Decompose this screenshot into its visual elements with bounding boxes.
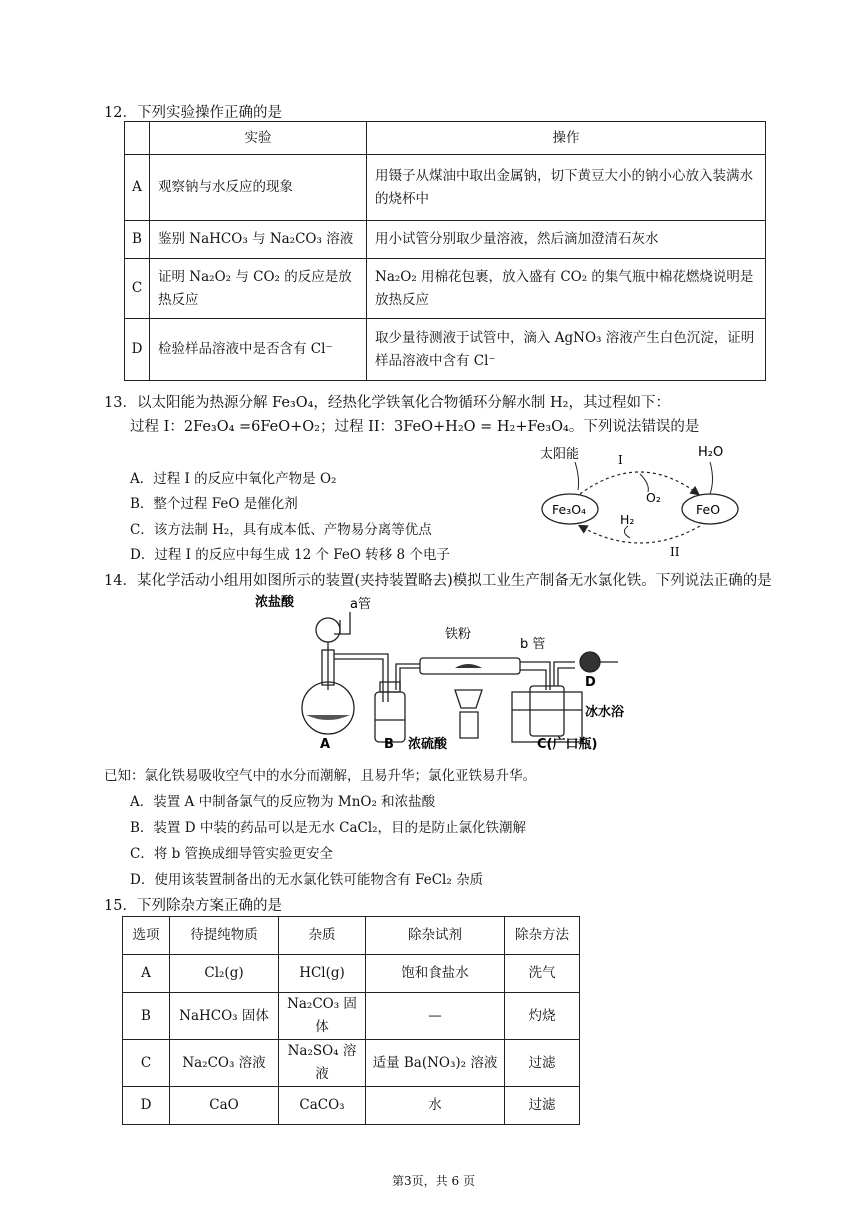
table-cell: 饱和食盐水 (366, 955, 505, 993)
label-c: C(广口瓶) (537, 737, 598, 752)
sun-label: 太阳能 (540, 447, 580, 462)
h2-label: H₂ (620, 512, 635, 527)
table-cell: — (366, 993, 505, 1040)
drying-tube-d (580, 652, 600, 672)
table-cell: A (123, 955, 170, 993)
table-cell: Na₂CO₃ 固体 (279, 993, 366, 1040)
q13-cycle-diagram (520, 440, 770, 560)
table-row (123, 993, 580, 1040)
table-row (123, 955, 580, 993)
table-cell: 过滤 (505, 1087, 580, 1125)
table-header-cell: 除杂方法 (505, 917, 580, 955)
water-arrow (710, 462, 713, 494)
q15-table (122, 916, 580, 1125)
row-label: A (125, 155, 150, 221)
q15-title: 15．下列除杂方案正确的是 (104, 898, 282, 914)
table-cell: 适量 Ba(NO₃)₂ 溶液 (366, 1040, 505, 1087)
table-row (125, 221, 766, 259)
q12-table (124, 121, 766, 381)
sun-arrow (575, 462, 579, 490)
q14-option-a: A．装置 A 中制备氯气的反应物为 MnO₂ 和浓盐酸 (130, 794, 436, 810)
experiment-cell: 证明 Na₂O₂ 与 CO₂ 的反应是放热反应 (150, 259, 367, 319)
label-d: D (585, 675, 596, 690)
q14-apparatus-diagram (250, 590, 630, 755)
q13-option-b: B．整个过程 FeO 是催化剂 (130, 496, 298, 512)
table-row (125, 155, 766, 221)
q13-option-a: A．过程 I 的反应中氧化产物是 O₂ (130, 471, 337, 487)
table-cell: 洗气 (505, 955, 580, 993)
table-header-cell: 除杂试剂 (366, 917, 505, 955)
acid-label: 浓盐酸 (255, 595, 295, 610)
table-cell: CaCO₃ (279, 1087, 366, 1125)
table-cell: 过滤 (505, 1040, 580, 1087)
table-header-cell: 杂质 (279, 917, 366, 955)
q13-process: 过程 I：2Fe₃O₄ =6FeO+O₂；过程 II：3FeO+H₂O = H₂+Fe₃O₄。下列说法错误的是 (130, 419, 700, 435)
table-cell: 水 (366, 1087, 505, 1125)
step-1-label: I (618, 453, 623, 467)
operation-cell: 取少量待测液于试管中，滴入 AgNO₃ 溶液产生白色沉淀，证明样品溶液中含有 Cl⁻ (367, 319, 766, 381)
experiment-cell: 观察钠与水反应的现象 (150, 155, 367, 221)
table-header-cell: 待提纯物质 (170, 917, 279, 955)
table-row (125, 259, 766, 319)
table-row (125, 319, 766, 381)
water-label: H₂O (698, 445, 724, 460)
table-header-cell (125, 122, 150, 155)
experiment-cell: 检验样品溶液中是否含有 Cl⁻ (150, 319, 367, 381)
ice-label: 冰水浴 (585, 705, 625, 720)
table-header-cell: 操作 (367, 122, 766, 155)
fe3o4-label: Fe₃O₄ (552, 502, 587, 517)
iron-label: 铁粉 (445, 627, 472, 642)
table-cell: NaHCO₃ 固体 (170, 993, 279, 1040)
a-tube-label: a管 (350, 597, 371, 612)
pipe-a-b (334, 654, 388, 702)
row-label: C (125, 259, 150, 319)
q14-option-b: B．装置 D 中装的药品可以是无水 CaCl₂，目的是防止氯化铁潮解 (130, 820, 527, 836)
experiment-cell: 鉴别 NaHCO₃ 与 Na₂CO₃ 溶液 (150, 221, 367, 259)
h2so4-label: 浓硫酸 (408, 737, 448, 752)
table-cell: Cl₂(g) (170, 955, 279, 993)
q14-option-d: D．使用该装置制备出的无水氯化铁可能物含有 FeCl₂ 杂质 (130, 872, 484, 888)
q13-option-c: C．该方法制 H₂，具有成本低、产物易分离等优点 (130, 522, 432, 538)
ice-bath (512, 692, 582, 742)
q13-option-d: D．过程 I 的反应中每生成 12 个 FeO 转移 8 个电子 (130, 547, 450, 563)
process-2-arrow (580, 526, 700, 543)
o2-label: O₂ (646, 490, 661, 505)
bottle-c (530, 686, 564, 736)
row-label: B (125, 221, 150, 259)
operation-cell: Na₂O₂ 用棉花包裹，放入盛有 CO₂ 的集气瓶中棉花燃烧说明是放热反应 (367, 259, 766, 319)
h2-arrow (624, 526, 630, 538)
table-cell: 灼烧 (505, 993, 580, 1040)
table-header-cell: 选项 (123, 917, 170, 955)
q13-title: 13．以太阳能为热源分解 Fe₃O₄，经热化学铁氧化合物循环分解水制 H₂，其过程如下： (104, 395, 670, 411)
table-header-cell: 实验 (150, 122, 367, 155)
step-2-label: II (670, 545, 680, 559)
table-header-row (123, 917, 580, 955)
dropping-funnel (316, 618, 340, 642)
feo-label: FeO (696, 502, 721, 517)
table-cell: D (123, 1087, 170, 1125)
table-header-row (125, 122, 766, 155)
bottle-b (375, 692, 405, 742)
operation-cell: 用镊子从煤油中取出金属钠，切下黄豆大小的钠小心放入装满水的烧杯中 (367, 155, 766, 221)
process-1-arrow (580, 472, 698, 494)
label-b: B (384, 737, 394, 752)
table-cell: C (123, 1040, 170, 1087)
burner (455, 690, 482, 738)
label-a: A (320, 737, 331, 752)
table-cell: B (123, 993, 170, 1040)
table-cell: Na₂CO₃ 溶液 (170, 1040, 279, 1087)
row-label: D (125, 319, 150, 381)
q14-option-c: C．将 b 管换成细导管实验更安全 (130, 846, 334, 862)
q14-known: 已知：氯化铁易吸收空气中的水分而潮解，且易升华；氯化亚铁易升华。 (104, 768, 536, 784)
table-cell: HCl(g) (279, 955, 366, 993)
b-tube-label: b 管 (520, 637, 546, 652)
table-cell: CaO (170, 1087, 279, 1125)
table-row (123, 1087, 580, 1125)
q12-title: 12．下列实验操作正确的是 (104, 105, 282, 121)
a-tube (334, 612, 350, 634)
table-row (123, 1040, 580, 1087)
page-footer: 第3页，共 6 页 (392, 1174, 475, 1188)
table-cell: Na₂SO₄ 溶液 (279, 1040, 366, 1087)
operation-cell: 用小试管分别取少量溶液，然后滴加澄清石灰水 (367, 221, 766, 259)
q14-title: 14．某化学活动小组用如图所示的装置(夹持装置略去)模拟工业生产制备无水氯化铁。下列说法正确的是 (104, 573, 772, 589)
